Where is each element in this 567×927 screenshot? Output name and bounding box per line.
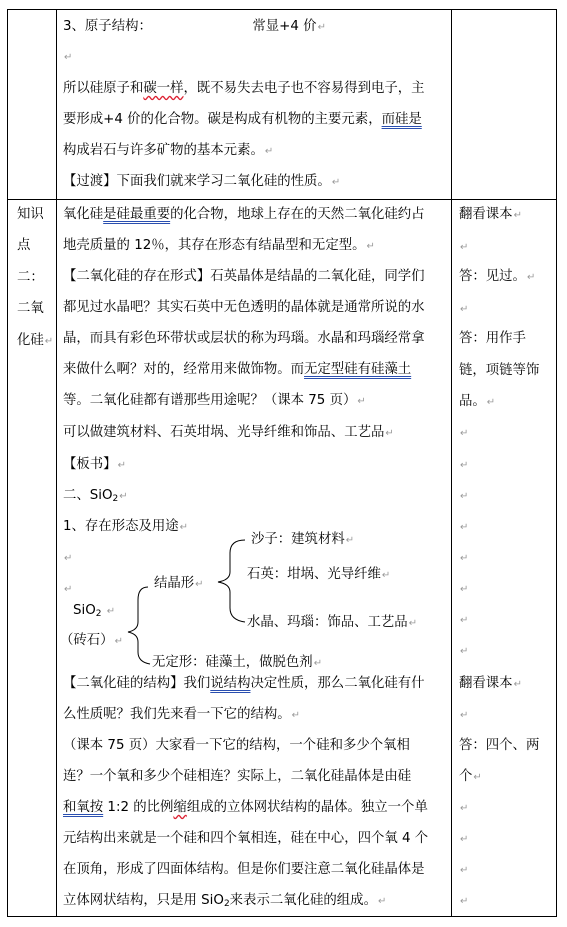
paragraph-line: 氧化硅是硅最重要的化合物，地球上存在的天然二氧化硅约占 bbox=[63, 207, 425, 222]
right-col-text: 品。↵ bbox=[459, 394, 496, 409]
paragraph-line: 么性质呢？我们先来看一下它的结构。↵ bbox=[63, 707, 301, 722]
diagram-sand: 沙子：建筑材料↵ bbox=[251, 532, 355, 547]
paragraph-line: 等。二氧化硅都有谱那些用途呢？（课本 75 页）↵ bbox=[63, 393, 366, 408]
return-mark-icon: ↵ bbox=[357, 396, 366, 407]
return-mark-icon: ↵ bbox=[64, 584, 73, 595]
section-heading: 二、SiO$_2$↵ bbox=[63, 488, 128, 504]
valence-text: 常显+4 价 bbox=[252, 19, 317, 34]
return-mark-icon: ↵ bbox=[460, 896, 469, 907]
left-col-text: 二氧 bbox=[17, 301, 44, 316]
return-mark-icon: ↵ bbox=[460, 491, 469, 502]
return-mark-icon: ↵ bbox=[44, 336, 54, 347]
diagram-amorphous: 无定形：硅藻土，做脱色剂↵ bbox=[152, 655, 323, 670]
double-underlined-text: 和氧按 bbox=[63, 800, 104, 815]
right-col-text: 翻看课本↵ bbox=[459, 207, 522, 222]
return-mark-icon: ↵ bbox=[195, 579, 204, 590]
return-mark-icon: ↵ bbox=[460, 615, 469, 626]
return-mark-icon: ↵ bbox=[179, 522, 189, 533]
return-mark-icon: ↵ bbox=[345, 535, 355, 546]
return-mark-icon: ↵ bbox=[460, 522, 469, 533]
return-mark-icon: ↵ bbox=[460, 865, 469, 876]
return-mark-icon: ↵ bbox=[513, 679, 522, 690]
paragraph-line: 立体网状结构，只是用 SiO$_2$来表示二氧化硅的组成。↵ bbox=[63, 893, 387, 909]
return-mark-icon: ↵ bbox=[460, 803, 469, 814]
wavy-underlined-text: 碳一样 bbox=[143, 81, 184, 96]
paragraph-line: 所以硅原子和碳一样，既不易失去电子也不容易得到电子，主 bbox=[63, 81, 425, 96]
return-mark-icon: ↵ bbox=[377, 896, 387, 907]
return-mark-icon: ↵ bbox=[385, 428, 394, 439]
return-mark-icon: ↵ bbox=[331, 177, 341, 188]
return-mark-icon: ↵ bbox=[366, 241, 375, 252]
return-mark-icon: ↵ bbox=[117, 460, 126, 471]
return-mark-icon: ↵ bbox=[381, 570, 391, 581]
right-col-text: 答：见过。↵ bbox=[459, 269, 536, 284]
paragraph-line: 来做什么啊？对的，经常用来做饰物。而无定型硅有硅藻土 bbox=[63, 362, 412, 377]
return-mark-icon: ↵ bbox=[64, 52, 73, 63]
right-col-text: 个↵ bbox=[459, 769, 482, 784]
return-mark-icon: ↵ bbox=[119, 491, 128, 502]
paragraph-line: 可以做建筑材料、石英坩埚、光导纤维和饰品、工艺品↵ bbox=[63, 425, 394, 440]
paragraph-line: 【二氧化硅的存在形式】石英晶体是结晶的二氧化硅，同学们 bbox=[63, 269, 425, 284]
return-mark-icon: ↵ bbox=[460, 242, 469, 253]
return-mark-icon: ↵ bbox=[460, 428, 469, 439]
diagram-sio2: SiO$_2$ ↵ bbox=[73, 603, 116, 619]
diagram-crystal: 结晶形↵ bbox=[154, 576, 204, 591]
left-col-text: 二： bbox=[17, 270, 44, 285]
diagram-quartz: 石英：坩埚、光导纤维↵ bbox=[247, 567, 391, 582]
return-mark-icon: ↵ bbox=[460, 460, 469, 471]
right-col-text: 答：四个、两 bbox=[459, 738, 540, 753]
paragraph-line: 地壳质量的 12％，其存在形态有结晶型和无定型。↵ bbox=[63, 238, 375, 253]
return-mark-icon: ↵ bbox=[291, 710, 301, 721]
return-mark-icon: ↵ bbox=[460, 584, 469, 595]
outer-brace bbox=[128, 587, 150, 664]
wavy-underlined-text: 缩 bbox=[173, 800, 187, 815]
return-mark-icon: ↵ bbox=[64, 553, 73, 564]
double-underlined-text: 无定型硅有硅藻土 bbox=[304, 362, 412, 377]
return-mark-icon: ↵ bbox=[460, 553, 469, 564]
transition-line: 【过渡】下面我们就来学习二氧化硅的性质。↵ bbox=[63, 174, 341, 189]
paragraph-line: 元结构出来就是一个硅和四个氧相连，硅在中心，四个氧 4 个 bbox=[63, 831, 429, 846]
right-col-text: 答：用作手 bbox=[459, 331, 526, 346]
return-mark-icon: ↵ bbox=[526, 272, 536, 283]
return-mark-icon: ↵ bbox=[317, 22, 326, 33]
paragraph-line: （课本 75 页）大家看一下它的结构，一个硅和多少个氧相 bbox=[63, 738, 410, 753]
left-col-text: 知识 bbox=[17, 207, 44, 222]
inner-brace bbox=[218, 540, 245, 622]
atomic-structure-label: 3、原子结构： bbox=[63, 19, 152, 34]
paragraph-line: 【二氧化硅的结构】我们说结构决定性质，那么二氧化硅有什 bbox=[63, 676, 425, 691]
double-underlined-text: 是硅最重要 bbox=[103, 207, 171, 222]
double-underlined-text: 说结构 bbox=[210, 676, 251, 691]
diagram-sio2-alt: （砖石）↵ bbox=[60, 633, 123, 648]
return-mark-icon: ↵ bbox=[114, 636, 123, 647]
return-mark-icon: ↵ bbox=[460, 646, 469, 657]
right-col-text: 链，项链等饰 bbox=[459, 363, 540, 378]
return-mark-icon: ↵ bbox=[486, 397, 496, 408]
return-mark-icon: ↵ bbox=[408, 618, 418, 629]
return-mark-icon: ↵ bbox=[264, 146, 274, 157]
diagram-crystal-agate: 水晶、玛瑙：饰品、工艺品↵ bbox=[247, 615, 418, 630]
paragraph-line: 在顶角，形成了四面体结构。但是你们要注意二氧化硅晶体是 bbox=[63, 862, 425, 877]
paragraph-line: 连？一个氧和多少个硅相连？实际上，二氧化硅晶体是由硅 bbox=[63, 769, 412, 784]
board-label: 【板书】↵ bbox=[63, 457, 126, 472]
return-mark-icon: ↵ bbox=[106, 606, 116, 617]
double-underlined-text: 而硅是 bbox=[381, 112, 422, 127]
paragraph-line: 都见过水晶吧？其实石英中无色透明的晶体就是通常所说的水 bbox=[63, 300, 425, 315]
return-mark-icon: ↵ bbox=[460, 304, 469, 315]
paragraph-line: 晶，而具有彩色环带状或层状的称为玛瑙。水晶和玛瑙经常拿 bbox=[63, 331, 425, 346]
right-col-text: 翻看课本↵ bbox=[459, 676, 522, 691]
left-col-text: 化硅↵ bbox=[17, 333, 54, 348]
return-mark-icon: ↵ bbox=[473, 772, 482, 783]
return-mark-icon: ↵ bbox=[513, 210, 522, 221]
paragraph-line: 构成岩石与许多矿物的基本元素。↵ bbox=[63, 143, 274, 158]
return-mark-icon: ↵ bbox=[313, 658, 323, 669]
left-col-text: 点 bbox=[17, 238, 31, 253]
paragraph-line: 和氧按 1:2 的比例缩组成的立体网状结构的晶体。独立一个单 bbox=[63, 800, 428, 815]
subsection-heading: 1、存在形态及用途↵ bbox=[63, 519, 189, 534]
paragraph-line: 要形成+4 价的化合物。碳是构成有机物的主要元素，而硅是 bbox=[63, 112, 422, 127]
return-mark-icon: ↵ bbox=[460, 710, 469, 721]
return-mark-icon: ↵ bbox=[460, 834, 469, 845]
